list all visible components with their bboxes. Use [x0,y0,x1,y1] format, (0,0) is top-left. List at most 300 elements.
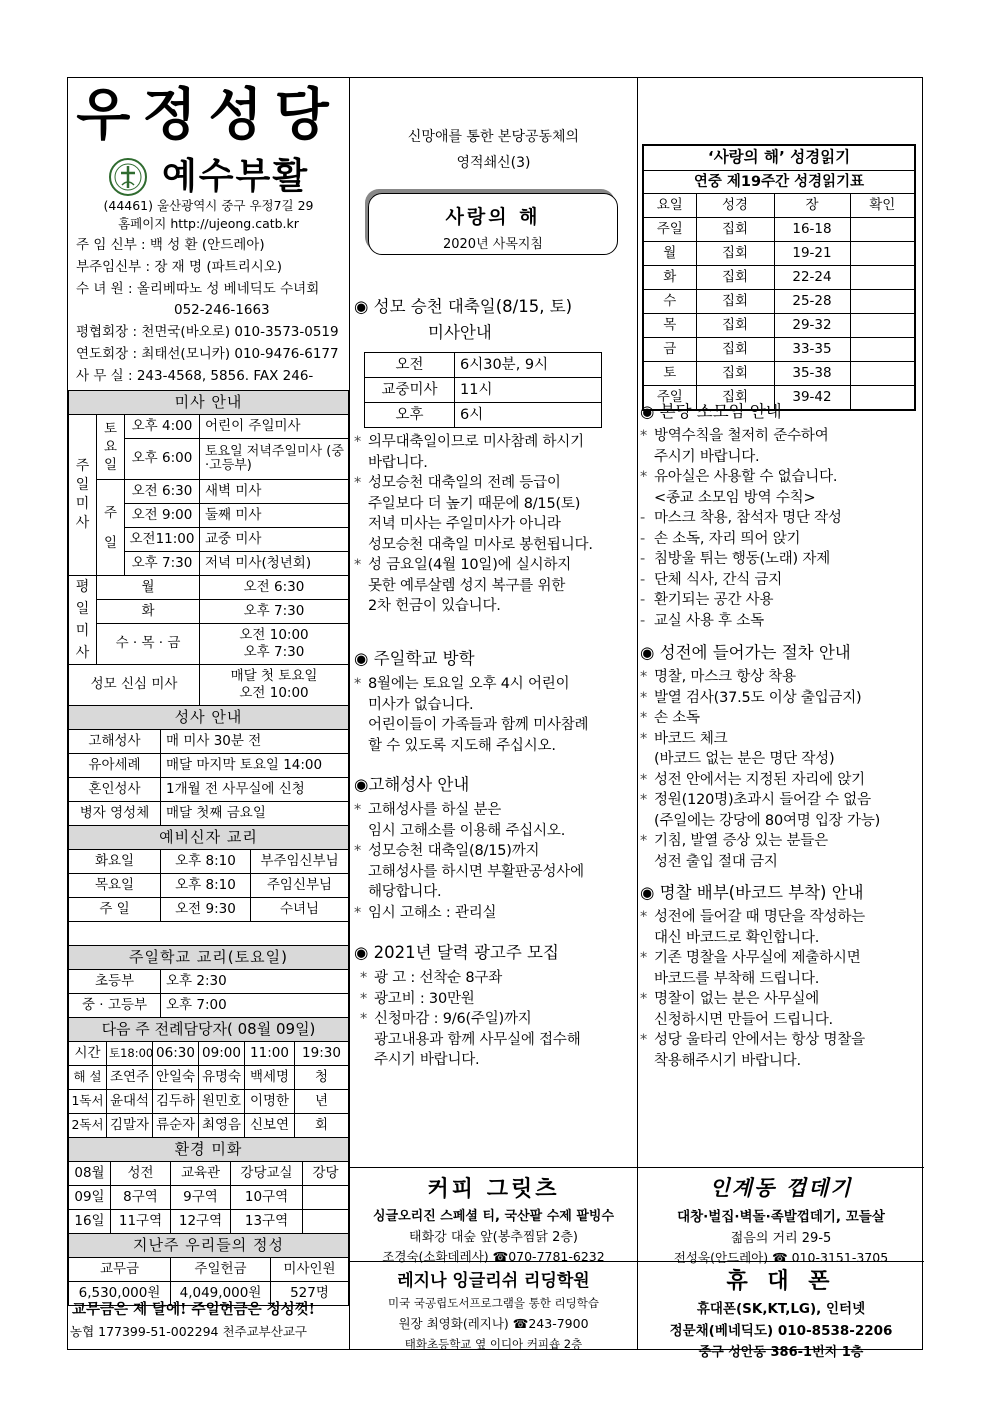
coffee-ad-line: 태화강 대숲 앞(봉추찜닭 2층) [409,1230,578,1245]
sacrament-name: 혼인성사 [69,778,161,802]
note-text: 광고내용과 함께 사무실에 접수해 [374,1031,581,1048]
weekday-time: 오전 6:30 [200,576,349,600]
note-text: 방역수칙을 철저히 준수하여 [654,428,829,444]
small-group-notes [640,426,924,631]
catechumen-teacher: 부주임신부님 [251,850,349,874]
catechumen-teacher: 수녀님 [251,898,349,922]
staff-row: 연도회장 : 최태선(모니카) 010-9476-6177 [76,345,339,362]
sunday-mass-label: 주일미사 [69,415,97,576]
note-text: 명찰이 없는 분은 사무실에 [654,991,820,1007]
bible-reading-table [644,146,914,409]
church-logo-icon [108,157,148,197]
note-line [354,882,636,903]
bullet-mark: * [640,909,648,925]
liturgy-header: 19:30 [295,1042,349,1066]
mass-time: 오후 4:00 [125,415,200,439]
note-line [640,928,924,949]
homepage-link[interactable]: 홈페이지 http://ujeong.catb.kr [118,216,299,231]
bible-check-cell[interactable] [850,218,914,242]
mass-desc: 교중 미사 [200,528,349,552]
bible-header: 요일 [644,194,696,218]
bible-check-cell[interactable] [850,266,914,290]
note-line [640,467,924,488]
sacrament-info: 매 미사 30분 전 [161,730,349,754]
liturgy-cell: 조연주 [107,1066,153,1090]
school-time: 오후 2:30 [161,970,349,994]
sacrament-name: 유아세례 [69,754,161,778]
note-text: 미사가 없습니다. [368,696,474,713]
mass-time: 오전 6:30 [125,480,200,504]
bible-header: 장 [774,194,850,218]
environment-cell [303,1186,349,1210]
mass-desc: 토요일 저녁주일미사 (중·고등부) [200,439,349,480]
left-column [68,78,350,1349]
staff-row: 052-246-1663 [174,302,270,319]
staff-row: 주 임 신부 : 백 성 환 (안드레아) [76,237,265,253]
phone-ad-title: 휴 대 폰 [726,1268,836,1294]
offering-header: 교무금 [69,1258,171,1282]
bullet-mark: * [640,833,648,849]
bullet-mark: * [640,689,648,706]
offering-value: 6,530,000원 [69,1282,171,1306]
environment-header: 강당교실 [231,1162,303,1186]
note-line [360,968,636,989]
coffee-ad [350,1167,637,1262]
school-grade: 초등부 [69,970,161,994]
note-line [640,729,924,750]
bible-book: 집회 [696,218,774,242]
bible-chapters: 25-28 [774,290,850,314]
offering-value: 4,049,000원 [171,1282,271,1306]
weekday-time: 오후 7:30 [200,600,349,624]
weekday-day: 수 · 목 · 금 [97,624,200,665]
bullet-mark: * [640,428,648,444]
motto-line: 영적쇄신(3) [456,155,531,171]
mass-time: 오후 7:30 [125,552,200,576]
liturgy-role: 1독서 [69,1090,107,1114]
bible-header: 확인 [850,194,914,218]
environment-date: 16일 [69,1210,111,1234]
note-line [640,529,924,550]
middle-column [350,78,638,1349]
english-academy-ad [350,1261,637,1352]
marian-mass-time: 매달 첫 토요일 오전 10:00 [200,665,349,706]
right-column [638,78,924,1360]
bible-day: 주일 [644,218,696,242]
offering-title: 지난주 우리들의 정성 [69,1234,349,1258]
bullet-mark: * [360,1011,368,1027]
bullet-mark: - [640,592,646,608]
bible-title: ‘사랑의 해’ 성경읽기 [644,146,914,171]
year-theme-box [368,193,618,255]
sacrament-name: 병자 영성체 [69,802,161,826]
bible-check-cell[interactable] [850,314,914,338]
bible-book: 집회 [696,242,774,266]
staff-row: 수 녀 원 : 올리베따노 성 베네딕도 수녀회 [76,280,320,297]
catechumen-title: 예비신자 교리 [69,826,349,850]
environment-cell: 9구역 [171,1186,231,1210]
calendar-ad-title: ◉ 2021년 달력 광고주 모집 [354,943,559,962]
note-line [640,611,924,632]
note-line [354,736,636,757]
bible-day: 토 [644,362,696,386]
small-group-section [640,401,924,631]
catechumen-table [68,825,349,946]
note-line [640,989,924,1010]
note-text: 광고비 : 30만원 [374,990,475,1007]
liturgy-cell: 유명숙 [199,1066,245,1090]
note-text: 주일보다 더 높기 때문에 8/15(토) [368,495,581,512]
note-line [354,432,636,453]
assumption-section [354,296,636,617]
note-text: 바코드를 부착해 드립니다. [654,970,820,987]
bullet-mark: * [360,970,368,986]
mass-period: 교중미사 [365,378,455,403]
note-text: 정원(120명)초과시 들어갈 수 없음 [654,792,871,808]
entry-procedure-notes [640,667,924,872]
bible-chapters: 33-35 [774,338,850,362]
target-icon: ◉ [354,297,369,316]
mass-desc: 둘째 미사 [200,504,349,528]
mass-time: 오후 6:00 [125,439,200,480]
note-line [354,453,636,474]
environment-cell: 11구역 [111,1210,171,1234]
restaurant-ad-line: 대창·벌집·벽돌·족발껍데기, 꼬들살 [677,1209,885,1225]
note-text: 어린이들이 가족들과 함께 미사참례 [368,717,589,733]
bible-book: 집회 [696,386,774,410]
sacrament-table [68,705,349,826]
bible-chapters: 22-24 [774,266,850,290]
environment-cell [303,1210,349,1234]
bullet-mark: * [354,475,362,491]
note-text: <종교 소모임 방역 수칙> [654,489,816,506]
bible-chapters: 29-32 [774,314,850,338]
bullet-mark: * [640,1032,648,1048]
note-line [354,715,636,736]
note-line [640,667,924,688]
assumption-mass-table [364,352,602,428]
feast-title: 예수부활 [162,155,310,197]
environment-cell: 8구역 [111,1186,171,1210]
note-line [360,1030,636,1051]
note-text: 손 소독, 자리 띄어 앉기 [654,530,801,547]
note-text: 주시기 바랍니다. [374,1052,480,1068]
school-vacation-section [354,648,636,756]
weekday-time: 오전 10:00 오후 7:30 [200,624,349,665]
note-text: 대신 바코드로 확인합니다. [654,929,820,946]
entry-procedure-title: ◉ 성전에 들어가는 절차 안내 [640,643,851,662]
mass-table [68,390,349,706]
note-text: 단체 식사, 간식 금지 [654,571,783,588]
liturgy-cell: 안일숙 [153,1066,199,1090]
saturday-label: 토요일 [97,415,125,480]
note-line [640,1010,924,1031]
bank-account: 농협 177399-51-002294 천주교부산교구 [70,1324,307,1339]
mass-desc: 저녁 미사(청년회) [200,552,349,576]
target-icon: ◉ [354,649,369,668]
note-line [640,426,924,447]
mass-time: 오전11:00 [125,528,200,552]
note-line [640,852,924,873]
mass-title: 미사 안내 [69,391,349,415]
note-line [640,508,924,529]
coffee-ad-line: 조경숙(소화데레사) ☎070-7781-6232 [382,1249,605,1264]
note-text: 성당 울타리 안에서는 항상 명찰을 [654,1032,865,1048]
coffee-ad-title: 커피 그릿츠 [427,1177,560,1202]
note-line [640,488,924,509]
mass-time: 오전 9:00 [125,504,200,528]
bible-book: 집회 [696,266,774,290]
church-name: 우정성당 [76,83,341,148]
bible-chapters: 16-18 [774,218,850,242]
offering-header: 주일헌금 [171,1258,271,1282]
liturgy-cell: 청 [295,1066,349,1090]
school-grade: 중 · 고등부 [69,994,161,1018]
sacrament-info: 1개월 전 사무실에 신청 [161,778,349,802]
note-text: 성전 안에서는 지정된 자리에 앉기 [654,771,865,788]
confession-title: ◉고해성사 안내 [354,775,470,794]
bullet-mark: * [354,802,362,818]
target-icon: ◉ [640,402,655,421]
note-text: 신청하시면 만들어 드립니다. [654,1011,833,1028]
catechumen-time: 오전 9:30 [161,898,251,922]
offering-slogan: 교무금은 제 달에! 주일헌금은 정성껏! [72,1301,316,1318]
note-text: 명찰, 마스크 항상 착용 [654,669,796,685]
bible-day: 금 [644,338,696,362]
liturgy-cell: 회 [295,1114,349,1138]
mass-hour: 6시 [455,403,602,428]
mass-desc: 어린이 주일미사 [200,415,349,439]
note-text: 성모승천 대축일의 전례 등급이 [368,475,561,491]
left-tables [68,390,349,1306]
phone-ad-line: 정문채(베네딕도) 010-8538-2206 [669,1323,893,1339]
note-line [354,535,636,556]
restaurant-ad-title: 인계동 껍데기 [709,1176,853,1200]
mass-period: 오전 [365,353,455,378]
note-line [640,708,924,729]
bullet-mark: - [640,530,646,547]
assumption-notes [354,432,636,617]
bible-check-cell[interactable] [850,242,914,266]
liturgy-header: 09:00 [199,1042,245,1066]
bullet-mark: * [354,434,362,450]
note-line [354,695,636,716]
note-text: 착용해주시기 바랍니다. [654,1052,801,1069]
target-icon: ◉ [354,943,369,962]
environment-date: 09일 [69,1186,111,1210]
note-line [640,831,924,852]
environment-header: 08월 [69,1162,111,1186]
catechumen-time: 오후 8:10 [161,850,251,874]
liturgy-header: 11:00 [245,1042,295,1066]
environment-header: 교육관 [171,1162,231,1186]
year-subtitle: 2020년 사목지침 [442,237,543,252]
note-line [360,989,636,1010]
note-text: 2차 헌금이 있습니다. [368,598,501,614]
bullet-mark: * [640,669,648,685]
staff-row: 사 무 실 : 243-4568, 5856. FAX 246- [76,367,314,384]
catechumen-day: 목요일 [69,874,161,898]
target-icon: ◉ [354,775,369,794]
note-text: 성모승천 대축일 미사로 봉헌됩니다. [368,536,593,553]
liturgy-cell: 최영음 [199,1114,245,1138]
bullet-mark: * [640,771,648,788]
bible-day: 월 [644,242,696,266]
staff-row: 평협회장 : 천면국(바오로) 010-3573-0519 [76,324,339,341]
liturgy-table [68,1017,349,1138]
name-badge-section [640,882,924,1071]
bible-check-cell[interactable] [850,338,914,362]
note-line [354,841,636,862]
bullet-mark: - [640,551,646,567]
liturgy-cell: 이명한 [245,1090,295,1114]
phone-shop-ad [638,1261,924,1360]
bible-chapters: 35-38 [774,362,850,386]
note-line [640,969,924,990]
catechumen-day: 주 일 [69,898,161,922]
bullet-mark: * [640,991,648,1007]
note-text: (주일에는 강당에 80여명 입장 가능) [654,812,881,829]
note-line [640,549,924,570]
note-line [354,674,636,695]
note-line [640,1051,924,1072]
school-vacation-notes [354,674,636,756]
marian-mass-label: 성모 신심 미사 [69,665,200,706]
note-line [640,447,924,468]
motto-line: 신망애를 통한 본당공동체의 [407,129,580,145]
confession-notes [354,800,636,923]
note-line [640,811,924,832]
note-text: 못한 예루살렘 성지 복구를 위한 [368,577,566,594]
note-line [354,514,636,535]
note-line [640,948,924,969]
note-text: 마스크 착용, 참석자 명단 작성 [654,510,842,526]
staff-row: 부주임신부 : 장 재 명 (파트리시오) [76,258,283,275]
bible-check-cell[interactable] [850,290,914,314]
note-text: 8월에는 토요일 오후 4시 어린이 [368,676,570,692]
note-line [360,1009,636,1030]
bible-day: 목 [644,314,696,338]
bullet-mark: * [354,676,362,692]
liturgy-header: 토18:00 [107,1042,153,1066]
note-text: 주시기 바랍니다. [654,448,760,465]
note-text: 임시 고해소 : 관리실 [368,904,497,921]
note-text: 의무대축일이므로 미사참례 하시기 [368,434,584,450]
english-ad-title: 레지나 잉글리쉬 리딩학원 [397,1271,590,1291]
note-line [640,907,924,928]
note-text: 할 수 있도록 지도해 주십시오. [368,737,556,754]
weekday-day: 화 [97,600,200,624]
note-text: 성모승천 대축일(8/15)까지 [368,843,540,859]
year-title: 사랑의 해 [445,206,541,228]
offering-table [68,1233,349,1306]
note-text: 환기되는 공간 사용 [654,592,774,608]
liturgy-cell: 김말자 [107,1114,153,1138]
bullet-mark: * [640,950,648,966]
liturgy-cell: 백세명 [245,1066,295,1090]
english-ad-line: 태화초등학교 옆 이디아 커피숍 2층 [404,1337,583,1351]
bible-book: 집회 [696,290,774,314]
sunday-label: 주일 [97,480,125,576]
note-text: 고해성사를 하실 분은 [368,802,502,818]
bible-subtitle: 연중 제19주간 성경읽기표 [644,171,914,194]
note-line [640,1030,924,1051]
note-text: 해당합니다. [368,884,442,900]
liturgy-cell: 김두하 [153,1090,199,1114]
sacrament-info: 매달 마지막 토요일 14:00 [161,754,349,778]
offering-value: 527명 [271,1282,349,1306]
sacrament-title: 성사 안내 [69,706,349,730]
note-text: (바코드 없는 분은 명단 작성) [654,751,835,767]
restaurant-ad-line: 젊음의 거리 29-5 [730,1231,832,1246]
liturgy-header: 06:30 [153,1042,199,1066]
note-text: 기존 명찰을 사무실에 제출하시면 [654,950,861,966]
note-text: 성 금요일(4월 10일)에 실시하지 [368,557,572,573]
address: (44461) 울산광역시 중구 우정7길 29 [103,198,314,213]
bullet-mark: - [640,571,646,588]
bullet-mark: * [640,792,648,808]
assumption-subtitle: 미사안내 [428,323,492,342]
note-text: 바랍니다. [368,454,428,471]
note-text: 저녁 미사는 주일미사가 아니라 [368,516,561,532]
empty-row [69,922,349,946]
note-line [640,749,924,770]
sacrament-name: 고해성사 [69,730,161,754]
calendar-ad-notes [354,968,636,1071]
environment-table [68,1137,349,1234]
entry-procedure-section [640,642,924,872]
catechumen-day: 화요일 [69,850,161,874]
offering-header: 미사인원 [271,1258,349,1282]
bullet-mark: * [640,730,648,747]
liturgy-header: 시간 [69,1042,107,1066]
liturgy-role: 2독서 [69,1114,107,1138]
note-line [354,494,636,515]
weekday-day: 월 [97,576,200,600]
note-text: 기침, 발열 증상 있는 분들은 [654,833,828,849]
bullet-mark: - [640,612,646,629]
sacrament-info: 매달 첫째 금요일 [161,802,349,826]
environment-header: 강당 [303,1162,349,1186]
coffee-ad-line: 싱글오리진 스페셜 티, 국산팥 수제 팥빙수 [372,1209,615,1224]
bible-check-cell[interactable] [850,362,914,386]
note-text: 임시 고해소를 이용해 주십시오. [368,822,566,839]
catechumen-time: 오후 8:10 [161,874,251,898]
note-text: 바코드 체크 [654,730,728,747]
phone-ad-line: 휴대폰(SK,KT,LG), 인터넷 [696,1301,866,1317]
english-ad-line: 미국 국공립도서프로그램을 통한 리딩학습 [388,1296,599,1310]
note-text: 고해성사를 하시면 부활판공성사에 [368,863,584,880]
note-line [354,555,636,576]
bible-day: 주일 [644,386,696,410]
environment-cell: 12구역 [171,1210,231,1234]
environment-header: 성전 [111,1162,171,1186]
note-text: 발열 검사(37.5도 이상 출입금지) [654,689,862,706]
note-line [640,688,924,709]
bullet-mark: - [640,510,646,526]
target-icon: ◉ [640,883,655,902]
note-text: 광 고 : 선착순 8구좌 [374,970,502,986]
note-line [354,903,636,924]
calendar-ad-section [354,942,636,1071]
restaurant-ad [638,1167,924,1265]
bullet-mark: * [354,904,362,921]
confession-section [354,774,636,923]
note-text: 유아실은 사용할 수 없습니다. [654,469,838,485]
bible-book: 집회 [696,338,774,362]
note-line [360,1050,636,1071]
name-badge-notes [640,907,924,1071]
